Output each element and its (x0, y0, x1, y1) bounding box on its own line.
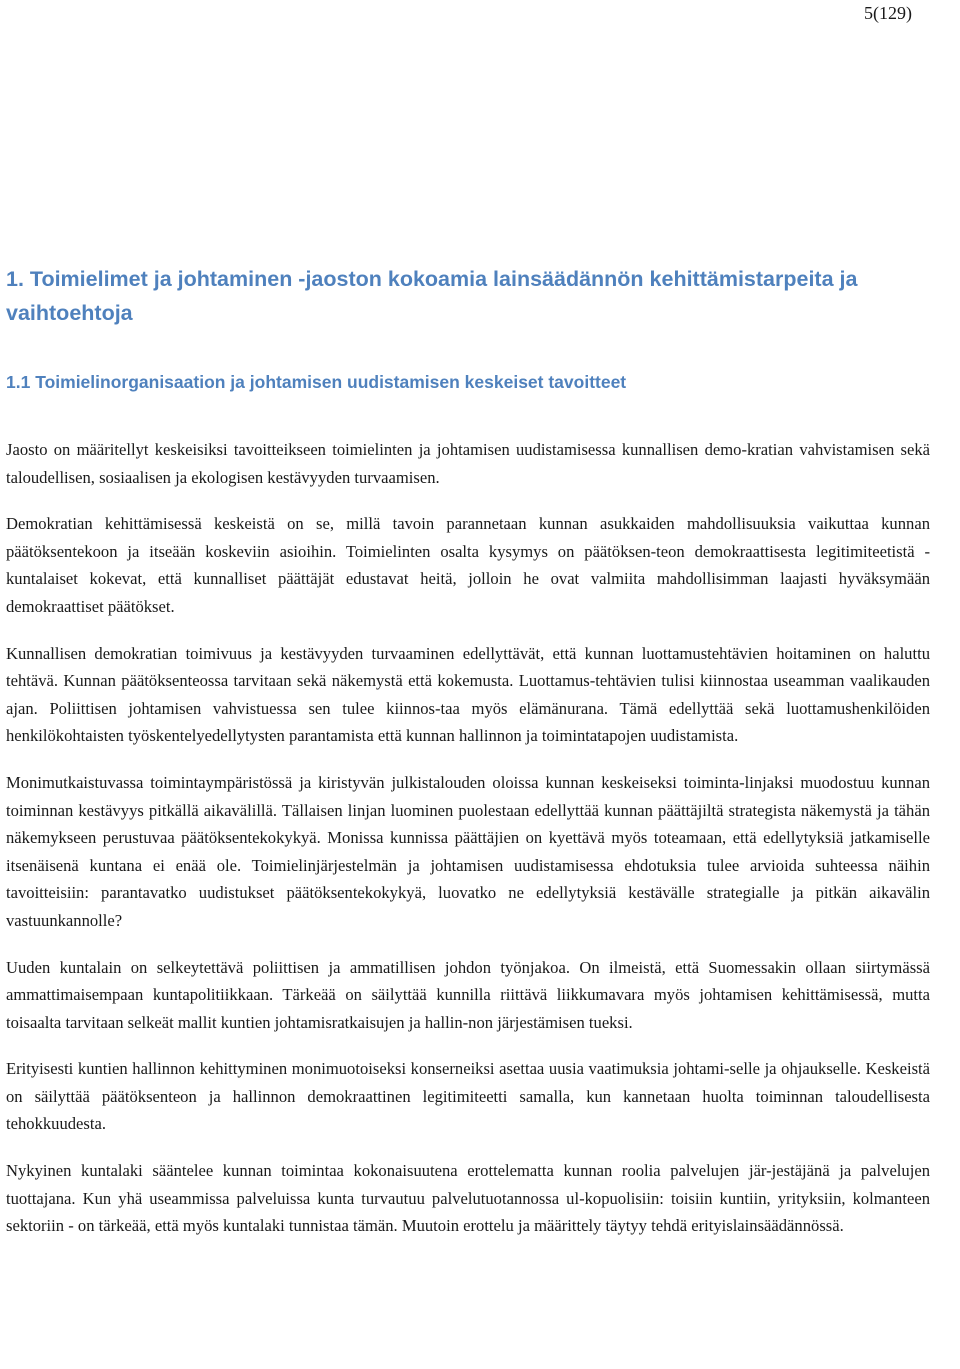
paragraph-list (6, 436, 930, 1240)
body-paragraph: Demokratian kehittämisessä keskeistä on se, millä tavoin parannetaan kunnan asukkaiden mahdollisuuksia vaikuttaa kunnan päätöksentekoon ja itseään koskeviin asioihin. Toimielinten osalta kysymys on päätöksen-teon demokraattisesta legitimiteetistä - kuntalaiset kokevat, että kunnalliset päättäjät edustavat heitä, jolloin he ovat valmiita mahdollisimman laajasti hyväksymään demokraattiset päätökset. (6, 514, 930, 616)
body-paragraph: Nykyinen kuntalaki sääntelee kunnan toimintaa kokonaisuutena erottelematta kunnan roolia palvelujen jär-jestäjänä ja palvelujen tuottajana. Kun yhä useammissa palveluissa kunta turvautuu palvelutuotannossa ul-kopuolisiin: toisiin kuntiin, yrityksiin, kolmanteen sektoriin - on tärkeää, että myös kuntalaki tunnistaa tämän. Muutoin erottelu ja määrittely täytyy tehdä erityislainsäädännössä. (6, 1161, 930, 1236)
body-paragraph: Jaosto on määritellyt keskeisiksi tavoitteikseen toimielinten ja johtamisen uudistamisessa kunnallisen demo-kratian vahvistamisen sekä taloudellisen, sosiaalisen ja ekologisen kestävyyden turvaamisen. (6, 440, 930, 487)
body-paragraph: Uuden kuntalain on selkeytettävä poliittisen ja ammatillisen johdon työnjakoa. On ilmeistä, että Suomessakin ollaan siirtymässä ammattimaisempaan kuntapolitiikkaan. Tärkeää on säilyttää kunnilla riittävä liikkumavara myös johtamisen kehittämisessä, mutta toisaalta tarvitaan selkeät mallit kuntien johtamisratkaisujen ja hallin-non järjestämisen tueksi. (6, 957, 930, 1032)
section-title: 1.1 Toimielinorganisaation ja johtamisen uudistamisen keskeiset tavoitteet (6, 372, 627, 392)
body-paragraph: Erityisesti kuntien hallinnon kehittyminen monimuotoiseksi konserneiksi asettaa uusia vaatimuksia johtami-selle ja ohjaukselle. Keskeistä on säilyttää päätöksenteon ja hallinnon demokraattinen legitimiteetti samalla, kun kannetaan huolta toiminnan taloudellisesta tehokkuudesta. (6, 1059, 930, 1134)
chapter-title: 1. Toimielimet ja johtaminen -jaoston kokoamia lainsäädännön kehittämistarpeita ja vaihtoehtoja (6, 267, 858, 325)
body-paragraph: Monimutkaistuvassa toimintaympäristössä ja kiristyvän julkistalouden oloissa kunnan keskeiseksi toiminta-linjaksi muodostuu kunnan toiminnan kestävyys pitkällä aikavälillä. Tällaisen linjan luominen puolestaan edellyttää kunnan päättäjiltä strategista näkemystä ja tähän näkemykseen perustuvaa päätöksentekokykyä. Monissa kunnissa päättäjien on kyettävä myös toteamaan, että edellytyksiä jatkamiselle itsenäisenä kuntana ei enää ole. Toimielinjärjestelmän ja johtamisen uudistamisessa ehdotuksia tulee arvioida suhteessa näihin tavoitteisiin: parantavatko uudistukset päätöksentekokykyä, luovatko ne edellytyksiä kestävälle strategialle ja pitkän aikavälin vastuunkannolle? (6, 772, 930, 930)
body-paragraph: Kunnallisen demokratian toimivuus ja kestävyyden turvaaminen edellyttävät, että kunnan luottamustehtävien hoitaminen on haluttu tehtävä. Kunnan päätöksenteossa tarvitaan sekä näkemystä että kokemusta. Luottamus-tehtävien tulisi kiinnostaa useamman vaalikauden ajan. Poliittisen johtamisen vahvistuessa sen tulee kiinnos-taa myös elämänurana. Tämä edellyttää sekä luottamushenkilöiden henkilökohtaisten työskentelyedellytysten parantamista että kunnan hallinnon ja toimintatapojen uudistamista. (6, 643, 930, 746)
document-body (6, 262, 930, 1259)
page-number: 5(129) (864, 3, 912, 23)
